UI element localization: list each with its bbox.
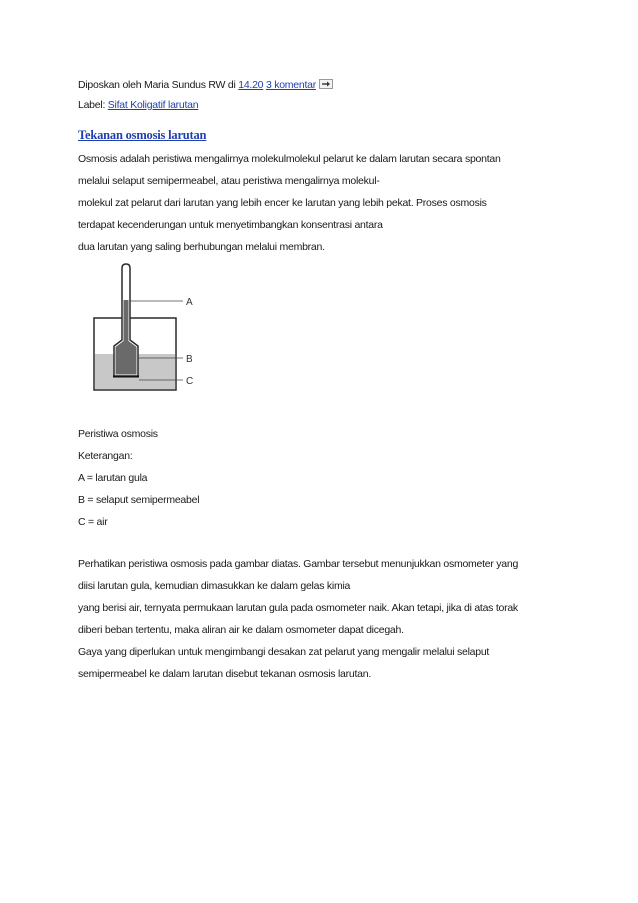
posted-by-text: Diposkan oleh Maria Sundus RW di — [78, 79, 239, 91]
body-line: diberi beban tertentu, maka aliran air ke dalam osmometer dapat dicegah. — [78, 624, 404, 636]
post-meta-line — [78, 79, 333, 91]
figure-caption: Peristiwa osmosis — [78, 428, 158, 440]
intro-line: melalui selaput semipermeabel, atau peristiwa mengalirnya molekul- — [78, 175, 380, 187]
intro-line: molekul zat pelarut dari larutan yang lebih encer ke larutan yang lebih pekat. Proses osmosis — [78, 197, 487, 209]
article-title[interactable]: Tekanan osmosis larutan — [78, 128, 207, 142]
figure-label-a: A — [186, 297, 193, 308]
post-time-link[interactable]: 14.20 — [238, 79, 264, 91]
body-line: Perhatikan peristiwa osmosis pada gambar diatas. Gambar tersebut menunjukkan osmometer yang — [78, 558, 519, 570]
label-link[interactable]: Sifat Koligatif larutan — [107, 99, 199, 111]
body-line: Gaya yang diperlukan untuk mengimbangi desakan zat pelarut yang mengalir melalui selaput — [78, 646, 490, 658]
intro-line: Osmosis adalah peristiwa mengalirnya molekulmolekul pelarut ke dalam larutan secara spontan — [78, 153, 501, 165]
body-line: semipermeabel ke dalam larutan disebut tekanan osmosis larutan. — [78, 668, 372, 680]
figure-label-c: C — [186, 376, 193, 387]
keterangan-item: A = larutan gula — [78, 472, 148, 484]
label-line — [78, 99, 198, 111]
body-line: diisi larutan gula, kemudian dimasukkan ke dalam gelas kimia — [78, 580, 351, 592]
osmosis-figure — [88, 262, 208, 392]
keterangan-item: B = selaput semipermeabel — [78, 494, 200, 506]
label-prefix: Label: — [78, 99, 108, 111]
intro-line: dua larutan yang saling berhubungan melalui membran. — [78, 241, 325, 253]
keterangan-item: C = air — [78, 516, 108, 528]
comments-link[interactable]: 3 komentar — [265, 79, 316, 91]
body-line: yang berisi air, ternyata permukaan larutan gula pada osmometer naik. Akan tetapi, jika di atas torak — [78, 602, 518, 614]
figure-label-b: B — [186, 354, 193, 365]
share-arrow-icon[interactable] — [319, 79, 333, 89]
keterangan-title: Keterangan: — [78, 450, 133, 462]
intro-line: terdapat kecenderungan untuk menyetimbangkan konsentrasi antara — [78, 219, 383, 231]
